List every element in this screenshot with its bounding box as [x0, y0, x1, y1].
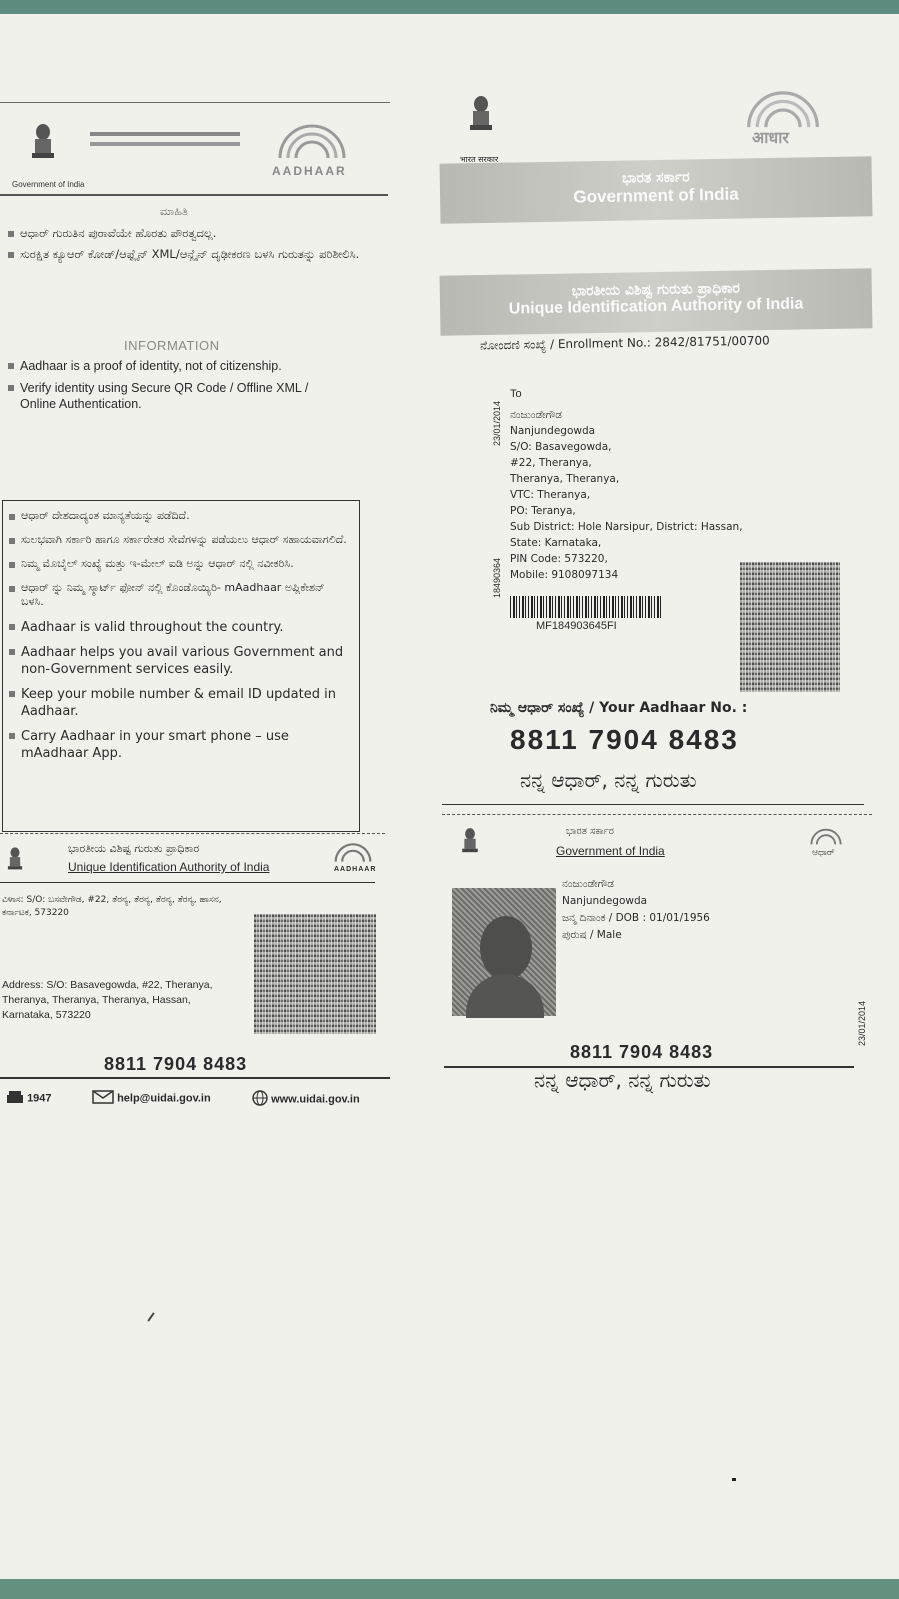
website-contact	[252, 1090, 360, 1109]
list-item: ಸುಲಭವಾಗಿ ಸರ್ಕಾರಿ ಹಾಗೂ ಸರ್ಕಾರೇತರ ಸೇವೆಗಳನ್ನು ಪಡೆಯಲು ಆಧಾರ್ ಸಹಾಯವಾಗಲಿದೆ.	[7, 533, 347, 547]
address-line: PIN Code: 573220,	[510, 553, 608, 565]
tagline: ನನ್ನ ಆಧಾರ್, ನನ್ನ ಗುರುತು	[520, 768, 697, 792]
address-line: Sub District: Hole Narsipur, District: Hassan,	[510, 521, 743, 533]
cut-line	[442, 814, 872, 815]
list-item: Aadhaar is a proof of identity, not of citizenship.	[6, 358, 346, 374]
card-govt-en: Government of India	[556, 844, 665, 858]
govt-hindi: भारत सरकार	[460, 155, 499, 164]
enrollment-number: ನೋಂದಣಿ ಸಂಖ್ಯೆ / Enrollment No.: 2842/81751/00700	[479, 333, 770, 353]
website-url: www.uidai.gov.in	[271, 1093, 360, 1106]
scanner-top-band	[0, 0, 899, 14]
govt-label: Government of India	[12, 180, 85, 189]
kn-info-heading: ಮಾಹಿತಿ	[160, 205, 188, 218]
info-box	[2, 500, 360, 832]
redacted-line-icon	[90, 142, 240, 146]
address-line: S/O: Basavegowda,	[510, 441, 612, 453]
list-item: ನಿಮ್ಮ ಮೊಬೈಲ್ ಸಂಖ್ಯೆ ಮತ್ತು ಇ-ಮೇಲ್ ಐಡಿ ಅನ್ನು ಆಧಾರ್ ನಲ್ಲಿ ನವೀಕರಿಸಿ.	[7, 557, 347, 571]
card-aadhaar-kn: ಆಧಾರ್	[812, 848, 835, 858]
national-emblem-icon	[4, 844, 26, 878]
photo-head	[480, 916, 532, 980]
list-item: ಆಧಾರ್ ದೇಶದಾದ್ಯಂತ ಮಾನ್ಯತೆಯನ್ನು ಪಡೆದಿದೆ.	[7, 509, 347, 523]
authority-band	[440, 268, 873, 336]
qr-code	[740, 562, 840, 692]
phone-number: 1947	[27, 1092, 52, 1105]
address-line: #22, Theranya,	[510, 457, 592, 469]
to-label: To	[510, 388, 522, 400]
holder-details	[562, 876, 710, 944]
auth-kn: ಭಾರತೀಯ ವಿಶಿಷ್ಟ ಗುರುತು ಪ್ರಾಧಿಕಾರ	[571, 280, 741, 300]
cut-line	[0, 833, 385, 834]
phone-icon	[6, 1090, 24, 1107]
mail-icon	[92, 1090, 114, 1107]
authority-kn: ಭಾರತೀಯ ವಿಶಿಷ್ಟ ಗುರುತು ಪ್ರಾಧಿಕಾರ	[68, 842, 200, 855]
card-aadhaar-number: 8811 7904 8483	[570, 1042, 714, 1062]
divider	[0, 882, 375, 883]
address-line: Theranya, Theranya,	[510, 473, 620, 485]
holder-name-en: Nanjundegowda	[562, 895, 648, 907]
aadhaar-number: 8811 7904 8483	[104, 1054, 248, 1074]
redacted-line-icon	[90, 132, 240, 136]
national-emblem-icon	[26, 122, 60, 168]
holder-dob: ಜನ್ಮ ದಿನಾಂಕ / DOB : 01/01/1956	[562, 912, 710, 924]
band-en: Government of India	[573, 184, 739, 207]
list-item: Carry Aadhaar in your smart phone – use mAadhaar App.	[7, 728, 347, 762]
address-line: Mobile: 9108097134	[510, 569, 619, 581]
address-en: Address: S/O: Basavegowda, #22, Theranya, Theranya, Theranya, Theranya, Hassan, Karnataka, 573220	[2, 979, 213, 1021]
holder-photo	[452, 888, 556, 1016]
list-item: Aadhaar is valid throughout the country.	[7, 619, 347, 636]
divider	[0, 194, 388, 196]
aadhaar-number-large: 8811 7904 8483	[510, 724, 739, 755]
holder-name-kn: ನಂಜುಂಡೇಗೌಡ	[562, 878, 614, 890]
list-item: ಆಧಾರ್ ನ್ನು ನಿಮ್ಮ ಸ್ಮಾರ್ಟ್ ಫೋನ್ ನಲ್ಲಿ ಕೊಂಡೊಯ್ಯಿರಿ- mAadhaar ಅಪ್ಲಿಕೇಶನ್ ಬಳಸಿ.	[7, 581, 347, 609]
aadhaar-sun-logo-icon	[806, 826, 846, 848]
divider	[0, 1077, 390, 1079]
band-kn: ಭಾರತ ಸರ್ಕಾರ	[621, 169, 690, 187]
aadhaar-sun-logo-icon	[330, 840, 376, 866]
your-aadhaar-label: ನಿಮ್ಮ ಆಧಾರ್ ಸಂಖ್ಯೆ / Your Aadhaar No. :	[490, 700, 748, 716]
email-address: help@uidai.gov.in	[117, 1092, 211, 1105]
address-line: ನಂಜುಂಡೇಗೌಡ	[510, 409, 562, 421]
divider	[442, 804, 864, 805]
barcode	[510, 596, 662, 618]
list-item: Keep your mobile number & email ID updated in Aadhaar.	[7, 686, 347, 720]
address-line: State: Karnataka,	[510, 537, 602, 549]
photo-body	[466, 974, 544, 1018]
list-item: ಸುರಕ್ಷಿತ ಕ್ಯೂಆರ್ ಕೋಡ್/ಆಫ್ಲೈನ್ XML/ಆನ್ಲೈನ್ ದೃಢೀಕರಣ ಬಳಸಿ ಗುರುತನ್ನು ಪರಿಶೀಲಿಸಿ.	[6, 247, 366, 262]
aadhaar-logo-text: AADHAAR	[272, 164, 347, 178]
aadhaar-sun-logo-icon	[270, 118, 354, 166]
card-govt-kn: ಭಾರತ ಸರ್ಕಾರ	[566, 826, 614, 837]
qr-code	[254, 914, 376, 1034]
address-kn: ವಿಳಾಸ: S/O: ಬಸವೇಗೌಡ, #22, ತೆರನ್ಯ, ತೆರನ್ಯ, ತೆರನ್ಯ, ತೆರನ್ಯ, ಹಾಸನ, ಕರ್ನಾಟಕ, 573220	[2, 895, 222, 918]
recipient-address	[510, 407, 780, 583]
document-page	[0, 14, 899, 1579]
info-heading: INFORMATION	[124, 338, 220, 353]
vertical-date: 23/01/2014	[492, 400, 502, 446]
list-item: Verify identity using Secure QR Code / Offline XML / Online Authentication.	[6, 380, 346, 412]
barcode-text: MF184903645FI	[536, 620, 617, 632]
stray-mark-icon	[147, 1312, 154, 1321]
aadhaar-hindi: आधार	[752, 128, 789, 147]
scanner-bottom-band	[0, 1579, 899, 1599]
stray-mark-icon	[732, 1478, 736, 1481]
card-tagline: ನನ್ನ ಆಧಾರ್, ನನ್ನ ಗುರುತು	[534, 1068, 711, 1092]
email-contact	[92, 1090, 211, 1107]
vertical-code: 18490364	[492, 557, 502, 598]
aadhaar-logo-text: AADHAAR	[334, 866, 377, 873]
address-line: PO: Teranya,	[510, 505, 576, 517]
info-list	[6, 358, 346, 418]
national-emblem-icon	[458, 826, 482, 860]
kn-info-list	[6, 226, 366, 268]
phone-contact	[6, 1090, 52, 1107]
globe-icon	[252, 1090, 268, 1109]
national-emblem-icon	[464, 94, 498, 140]
address-line: VTC: Theranya,	[510, 489, 591, 501]
address-line: Nanjundegowda	[510, 425, 596, 437]
govt-band	[440, 156, 873, 224]
authority-en: Unique Identification Authority of India	[68, 860, 270, 874]
list-item: Aadhaar helps you avail various Government and non-Government services easily.	[7, 644, 347, 678]
box-list	[7, 509, 347, 768]
list-item: ಆಧಾರ್ ಗುರುತಿನ ಪುರಾವೆಯೇ ಹೊರತು ಪೌರತ್ವದಲ್ಲ.	[6, 226, 366, 241]
holder-gender: ಪುರುಷ / Male	[562, 929, 622, 941]
auth-en: Unique Identification Authority of India	[508, 295, 804, 318]
card-issue-date: 23/01/2014	[857, 1000, 867, 1046]
